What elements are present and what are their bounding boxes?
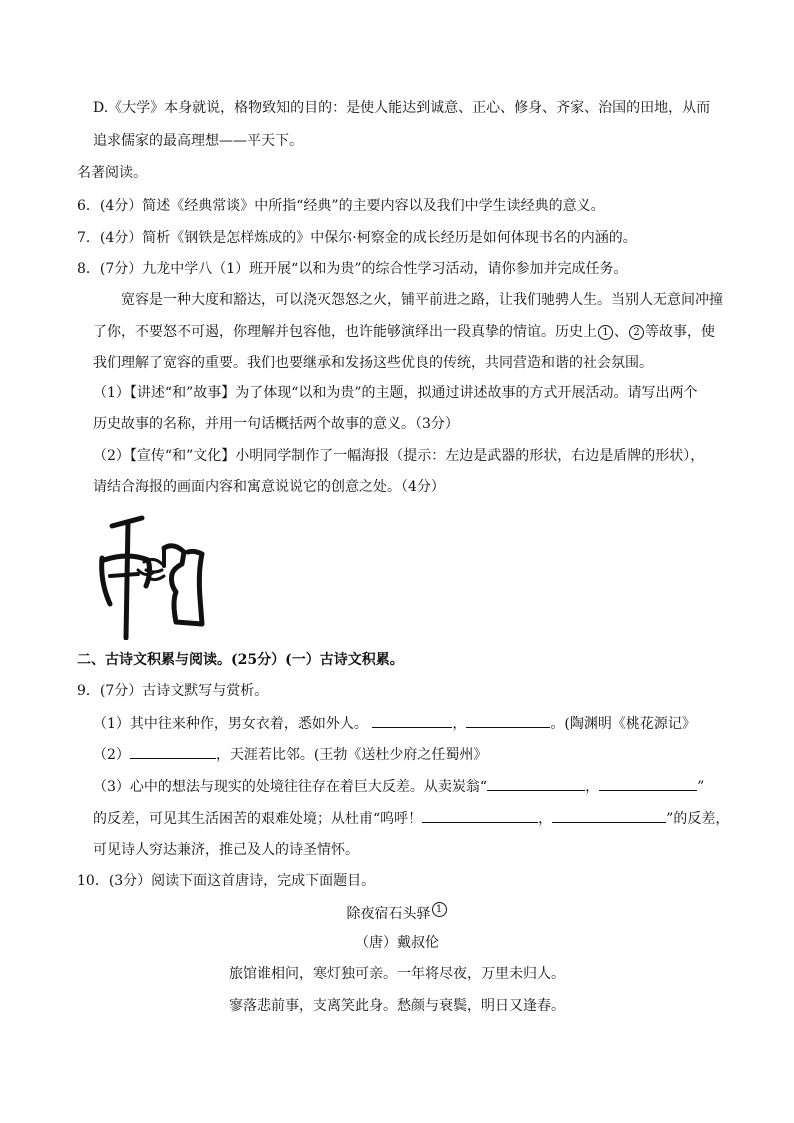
q8-sub1-line-2: 历史故事的名称，并用一句话概括两个故事的意义。（3分）	[93, 416, 459, 432]
q8-paragraph-sep: 、	[614, 324, 628, 340]
q9-sub3b-end: ”的反差，	[666, 811, 730, 827]
q9-sub3-line-3: 可见诗人穷达兼济，推己及人的诗圣情怀。	[93, 842, 359, 858]
q8-paragraph-line-3: 我们理解了宽容的重要。我们也要继承和发扬这些优良的传统，共同营造和谐的社会氛围。	[93, 355, 653, 371]
question-7: 7．(4分）简析《钢铁是怎样炼成的》中保尔·柯察金的成长经历是如何体现书名的内涵的。	[77, 230, 637, 246]
q8-paragraph-end: 等故事，使	[645, 324, 715, 340]
option-d-line-2: 追求儒家的最高理想——平天下。	[93, 133, 303, 149]
q9-sub2-label: （2）	[93, 747, 130, 763]
poem-title-text: 除夜宿石头驿	[346, 906, 431, 922]
question-6: 6．(4分）简述《经典常谈》中所指“经典”的主要内容以及我们中学生读经典的意义。	[77, 198, 605, 214]
answer-blank[interactable]	[130, 744, 216, 759]
q9-sub1-sep: ，	[452, 716, 467, 732]
answer-blank[interactable]	[552, 808, 666, 823]
question-10: 10．(3分）阅读下面这首唐诗，完成下面题目。	[77, 873, 376, 889]
answer-blank[interactable]	[372, 713, 452, 728]
circled-number-one: 1	[432, 902, 447, 917]
q9-sub3b-sep: ，	[538, 811, 553, 827]
circled-number-one: 1	[598, 325, 613, 340]
q8-paragraph-text: 了你，不要怒不可遏，你理解并包容他，也许能够演绎出一段真挚的情谊。历史上	[93, 324, 597, 340]
q9-sub3-end: ”	[697, 779, 705, 795]
q8-sub2-line-1: （2）【宣传“和”文化】小明同学制作了一幅海报（提示：左边是武器的形状，右边是盾牌的形状），	[93, 448, 705, 464]
question-8: 8．(7分）九龙中学八（1）班开展“以和为贵”的综合性学习活动，请你参加并完成任务。	[77, 261, 628, 277]
option-d-line-1: D.《大学》本身就说，格物致知的目的：是使人能达到诚意、正心、修身、齐家、治国的田地，从而	[93, 100, 711, 116]
q8-sub2-line-2: 请结合海报的画面内容和寓意说说它的创意之处。（4分）	[93, 479, 445, 495]
answer-blank[interactable]	[422, 808, 538, 823]
q9-sub1	[93, 713, 696, 734]
q9-sub3-line-2	[93, 808, 729, 829]
q9-sub1-prompt: （1）其中往来种作，男女衣着，悉如外人。	[93, 716, 368, 732]
answer-blank[interactable]	[599, 776, 697, 791]
q9-sub3-sep: ，	[585, 779, 600, 795]
q8-sub1-line-1: （1）【讲述“和”故事】为了体现“以和为贵”的主题，拟通过讲述故事的方式开展活动。请写出两个	[93, 385, 698, 401]
q8-paragraph-line-1: 宽容是一种大度和豁达，可以浇灭怨怒之火，铺平前进之路，让我们驰骋人生。当别人无意间冲撞	[121, 292, 723, 308]
q9-sub3-line-1	[93, 776, 704, 797]
circled-number-two: 2	[629, 325, 644, 340]
poem-line-1: 旅馆谁相问，寒灯独可亲。一年将尽夜，万里未归人。	[229, 966, 565, 982]
q9-sub3-prompt: （3）心中的想法与现实的处境往往存在着巨大反差。从卖炭翁“	[93, 779, 488, 795]
poem-line-2: 寥落悲前事，支离笑此身。愁颜与衰鬓，明日又逢春。	[229, 998, 565, 1014]
question-9: 9．(7分）古诗文默写与赏析。	[77, 683, 269, 699]
answer-blank[interactable]	[466, 713, 550, 728]
poem-title	[0, 902, 794, 924]
q9-sub2-source: ，天涯若比邻。(王勃《送杜少府之任蜀州》	[215, 747, 488, 763]
answer-blank[interactable]	[487, 776, 585, 791]
q9-sub3b-prompt: 的反差，可见其生活困苦的艰难处境；从杜甫“呜呼！	[93, 811, 423, 827]
q9-sub1-source: 。(陶渊明《桃花源记》	[550, 716, 696, 732]
q9-sub2	[93, 744, 487, 765]
weapon-and-shield-he-character-icon	[98, 512, 208, 640]
poem-author: （唐）戴叔伦	[355, 935, 439, 951]
q8-paragraph-line-2	[93, 322, 715, 342]
famous-reading-heading: 名著阅读。	[77, 165, 147, 181]
section-2-heading: 二、古诗文积累与阅读。(25分）(一）古诗文积累。	[77, 652, 404, 668]
